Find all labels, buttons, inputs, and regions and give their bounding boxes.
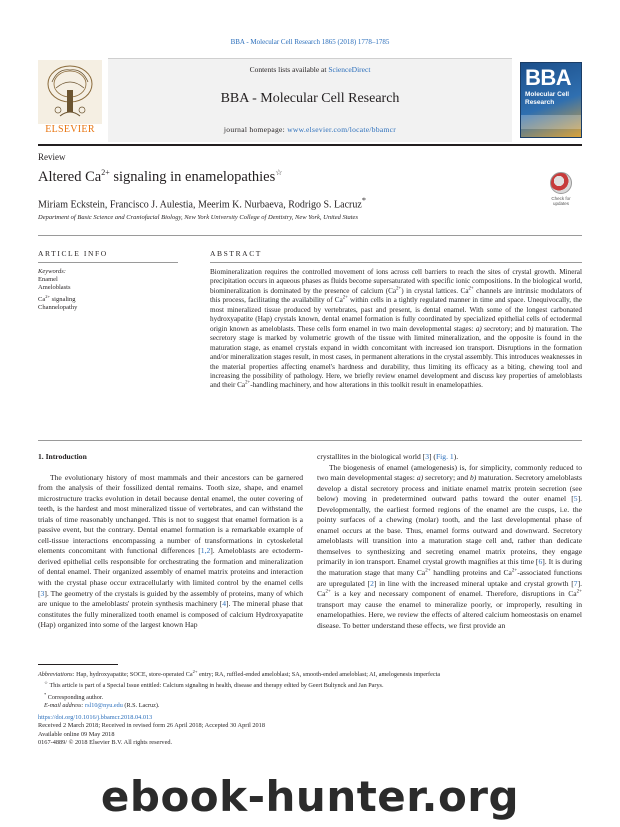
cover-band [521, 115, 582, 129]
keywords-title: Keywords: [38, 268, 66, 275]
abstract-heading: ABSTRACT [210, 249, 262, 258]
abbreviations-footnote: Abbreviations: Hap, hydroxyapatite; SOCE, store-operated $Ca^{2+}$ entry; RA, ruffled-ended ameloblast; SA, smooth-ended ameloblast; AI, amelogenesis imperfecta [38, 669, 441, 679]
keyword: Channelopathy [38, 303, 78, 311]
section-heading-introduction: 1. Introduction [38, 452, 87, 461]
article-title [38, 168, 282, 186]
author-list [38, 196, 366, 210]
special-issue-footnote: ☆ This article is part of a Special Issue entitled: Calcium signaling in health, disease and therapy edited by Geert Bultynck and Jan Parys. [44, 680, 384, 690]
figure-link[interactable]: Fig. 1 [435, 452, 454, 461]
keyword: Ameloblasts [38, 284, 71, 292]
citation-link[interactable]: 1,2 [200, 546, 211, 556]
crossmark-badge[interactable] [544, 172, 578, 206]
journal-reference[interactable]: BBA - Molecular Cell Research 1865 (2018) 1778–1785 [230, 38, 390, 46]
journal-header [38, 58, 582, 142]
body-column-right [317, 452, 582, 631]
crossmark-label: Check for updates [551, 196, 571, 206]
title-part: Altered Ca [38, 168, 102, 185]
abstract-rule [210, 262, 582, 263]
sciencedirect-link[interactable]: ScienceDirect [328, 65, 371, 74]
citation-link[interactable]: 3 [425, 452, 429, 461]
publication-info [38, 714, 582, 748]
issn-copyright: 0167-4889/ © 2018 Elsevier B.V. All rights reserved. [38, 739, 173, 747]
citation-link[interactable]: 6 [538, 557, 543, 567]
citation-link[interactable]: 2 [370, 578, 374, 588]
keyword: $Ca^{2+}$ signaling [38, 293, 76, 303]
keyword: Enamel [38, 276, 58, 284]
elsevier-wordmark: ELSEVIER [45, 124, 95, 135]
citation-link[interactable]: 7 [573, 578, 578, 588]
corresponding-mark[interactable]: * [361, 196, 366, 205]
doi-link[interactable]: https://doi.org/10.1016/j.bbamcr.2018.04.013 [38, 714, 153, 721]
title-rest: signaling in enamelopathies [109, 168, 276, 185]
corresponding-footnote: * Corresponding author. [44, 691, 104, 701]
homepage-prefix: journal homepage: [223, 125, 288, 134]
body-column-left [38, 452, 303, 631]
email-link[interactable]: rsl10@nyu.edu [85, 702, 123, 710]
paragraph: The evolutionary history of most mammals and their ancestors can be garnered from the analysis of their fossilized dental remains. Tooth size, shape, and enamel microstructure tracks evolution in detail because dental enamel, the outer covering of teeth, is the hardest and most mineralized tissue of vertebrates, and can withstand the trials of time reasonably unchanged. This is not to suggest that enamel formation is a passive event, but the contrary. Dental enamel formation is a remarkable example of cell-tissue interactions encompassing a number of transformations in cytoskeletal elements concomitant with functional differences [1,2]. Ameloblasts are ectoderm-derived epithelial cells responsible for orchestrating the formation and mineralization of dental enamel. Their organized assembly of enamel matrix proteins and interaction with the crystal phase occur extracellularly with limited control by the enamel cells [3]. The geometry of the crystals is guided by the assembly of proteins, many of which are unique to the ameloblasts' protein synthesis machinery [4]. The mineral phase that constitutes the fully mineralized tooth enamel is composed of calcium Hydroxyapatite (Hap) organized into some of the largest known Hap [38, 472, 303, 630]
elsevier-logo[interactable] [38, 60, 102, 136]
cover-subtitle: Molecular Cell Research [525, 91, 570, 106]
journal-cover[interactable] [520, 62, 582, 138]
footnotes [38, 668, 582, 710]
article-info-rule [38, 262, 178, 263]
article-info-heading: ARTICLE INFO [38, 249, 108, 258]
article-type: Review [38, 152, 66, 162]
footnote-rule [38, 664, 118, 665]
crossmark-icon [550, 172, 572, 194]
received-dates: Received 2 March 2018; Received in revised form 26 April 2018; Accepted 30 April 2018 [38, 722, 265, 730]
citation-link[interactable]: 5 [573, 494, 578, 504]
elsevier-tree-icon [38, 60, 102, 124]
paragraph: The biogenesis of enamel (amelogenesis) is, for simplicity, commonly reduced to two main developmental stages: a) secretory; and b) maturation. Secretory ameloblasts develop a distal secretory process and initiate enamel matrix protein secretion (see below) moving in predetermined outward paths toward the outer enamel [5]. Developmentally, the earliest formed regions of the enamel are the cusps, i.e. the pointy surfaces of a chewing (molar) tooth, and the last developmental phase of enamel occurs at the base. Thus, enamel forms outward and downward. Secretory ameloblasts will transition into a maturation stage cell and, rather than dedicate themselves to synthesizing and secreting enamel matrix proteins, they engage primarily in ion transport. Enamel crystal growth magnifies at this time [6]. It is during the maturation stage that many $Ca^{2+}$ handling proteins and $Ca^{2+}$-associated functions are upregulated [2] in line with the increased mineral uptake and crystal growth [7]. $Ca^{2+}$ is a key and necessary component of enamel. Therefore, disruptions in $Ca^{2+}$ transport may cause the enamel to mineralize poorly, or improperly, resulting in enamelopathies. Here, we review the effects of altered calcium homeostasis on enamel disease. To better understand these effects, we first provide an [317, 462, 583, 630]
watermark: ebook-hunter.org [100, 772, 520, 821]
authors-text[interactable]: Miriam Eckstein, Francisco J. Aulestia, Meerim K. Nurbaeva, Rodrigo S. Lacruz [38, 199, 362, 211]
online-date: Available online 09 May 2018 [38, 730, 115, 738]
abstract-text: Biomineralization requires the controlled movement of ions across cell barriers to reach the sites of crystal growth. Mineral precipitation occurs in aqueous phases as fluids become supersaturated with specific ionic compositions. In the biological world, biomineralization is dominated by the presence of calcium $(Ca^{2+})$ in crystal lattices. $Ca^{2+}$ channels are intrinsic modulators of this process, facilitating the availability of $Ca^{2+}$ within cells in a tightly regulated manner in time and space. Unequivocally, the most mineralized tissue produced by vertebrates, past and present, is dental enamel. With some of the longest carbonated hydroxyapatite (Hap) crystals known, dental enamel formation is fully coordinated by specialized epithelial cells of ectodermal origin known as ameloblasts. These cells form enamel in two main developmental stages: a) secretory; and b) maturation. The secretory stage is marked by volumetric growth of the tissue with limited mineralization, and the opposite is found in the maturation stage, as enamel crystals expand in width concomitant with increased ion transport. Disruptions in the formation and/or mineralization stages result, in most cases, in permanent alterations in the crystal assembly. This introduces weaknesses in the material properties affecting enamel's hardness and durability, thus limiting its efficacy as a biting, chewing tool and increasing the possibility of pathology. Here, we briefly review enamel development and discuss key properties of ameloblasts and their $Ca^{2+}$-handling machinery, and how alterations in this toolkit result in enamelopathies. [210, 268, 583, 390]
homepage-line [108, 125, 512, 134]
journal-banner [108, 58, 512, 142]
affiliation-rule [38, 235, 582, 236]
email-footnote: E-mail address: rsl10@nyu.edu (R.S. Lacruz). [44, 702, 160, 710]
citation-link[interactable]: 4 [222, 599, 227, 609]
journal-title: BBA - Molecular Cell Research [220, 91, 400, 106]
paragraph: crystallites in the biological world [3] (Fig. 1). [317, 452, 459, 461]
contents-prefix: Contents lists available at [249, 65, 329, 74]
citation-link[interactable]: 3 [40, 588, 45, 598]
abstract-bottom-rule [38, 440, 582, 441]
title-sup: 2+ [101, 168, 110, 177]
contents-line [108, 65, 512, 74]
header-rule [38, 144, 582, 146]
title-star[interactable]: ☆ [275, 168, 283, 177]
homepage-link[interactable]: www.elsevier.com/locate/bbamcr [287, 125, 397, 134]
cover-title: BBA [525, 65, 572, 90]
keywords-block [38, 268, 178, 312]
affiliation: Department of Basic Science and Craniofacial Biology, New York University College of Dentistry, New York, United States [38, 214, 358, 221]
